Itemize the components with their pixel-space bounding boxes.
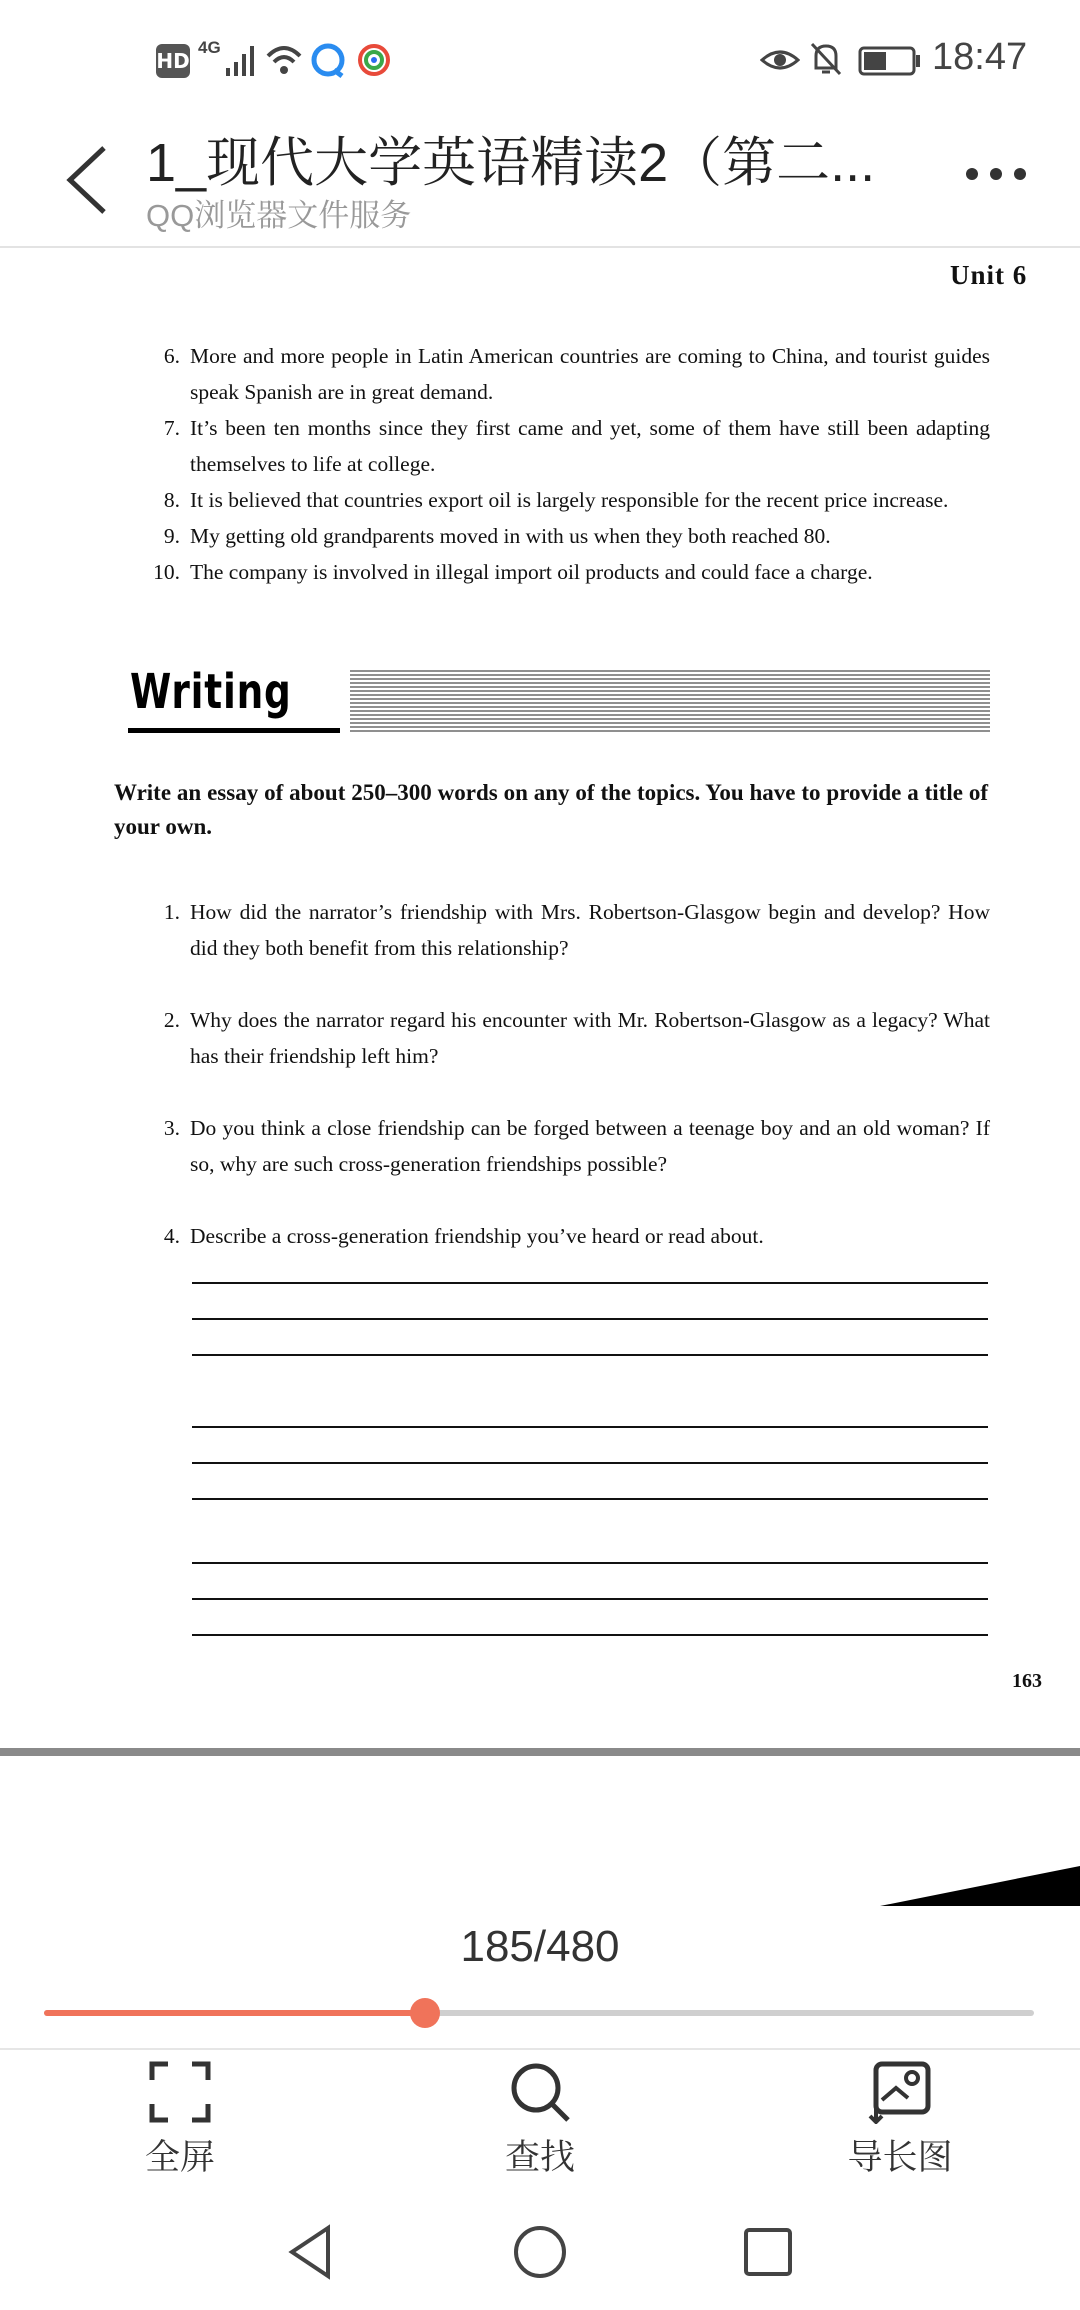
mute-icon: [808, 40, 844, 78]
search-icon: [508, 2060, 572, 2124]
exercise-item: [148, 410, 990, 482]
exercise-item: [148, 338, 990, 410]
search-button[interactable]: [440, 2060, 640, 2180]
page-number: 163: [1012, 1670, 1042, 1692]
qq-browser-icon: [310, 42, 346, 78]
more-options-icon[interactable]: [966, 168, 1026, 182]
topic-number: 4.: [163, 1224, 180, 1248]
unit-label: Unit 6: [950, 260, 1028, 290]
app-notification-icon: [356, 42, 392, 78]
back-icon[interactable]: [60, 140, 120, 220]
nav-recents-icon[interactable]: [738, 2222, 798, 2282]
eye-comfort-icon: [760, 44, 800, 76]
export-image-icon: [868, 2060, 932, 2124]
nav-home-icon[interactable]: [510, 2222, 570, 2282]
topic-item: [148, 1218, 990, 1254]
exercise-text: It’s been ten months since they first came and yet, some of them have still been adapting themselves to life at college.: [190, 416, 990, 476]
topic-text: Describe a cross-generation friendship you’ve heard or read about.: [190, 1224, 764, 1248]
signal-icon: [224, 44, 258, 78]
network-type: 4G: [198, 38, 221, 57]
battery-icon: [858, 46, 922, 76]
page-slider-thumb[interactable]: [410, 1998, 440, 2028]
export-image-label: 导长图: [847, 2138, 953, 2177]
answer-line: [192, 1282, 988, 1284]
exercise-number: 6.: [163, 344, 180, 368]
exercise-text: It is believed that countries export oil is largely responsible for the recent price increase.: [190, 488, 949, 512]
answer-line: [192, 1426, 988, 1428]
heading-underline: [128, 728, 340, 733]
nav-back-icon[interactable]: [282, 2222, 342, 2282]
topic-text: Do you think a close friendship can be forged between a teenage boy and an old woman? If so, why are such cross-generation friendships possible?: [190, 1116, 990, 1176]
section-heading-text: Writing: [130, 664, 292, 720]
exercise-number: 7.: [163, 416, 180, 440]
exercise-text: My getting old grandparents moved in with us when they both reached 80.: [190, 524, 831, 548]
heading-decoration: [350, 670, 990, 732]
answer-line: [192, 1318, 988, 1320]
document-title: 1_现代大学英语精读2（第二...: [146, 133, 876, 193]
topic-number: 1.: [163, 900, 180, 924]
exercise-text: The company is involved in illegal import oil products and could face a charge.: [190, 560, 873, 584]
export-long-image-button[interactable]: [800, 2060, 1000, 2180]
exercise-item: [148, 482, 990, 518]
answer-line: [192, 1354, 988, 1356]
topic-item: [148, 1002, 990, 1074]
exercise-text: More and more people in Latin American countries are coming to China, and tourist guides speak Spanish are in great demand.: [190, 344, 990, 404]
hd-badge: HD: [156, 44, 190, 78]
exercise-item: [148, 554, 990, 590]
writing-section-heading: [110, 660, 990, 740]
answer-line: [192, 1462, 988, 1464]
fullscreen-icon: [148, 2060, 212, 2124]
search-label: 查找: [504, 2138, 575, 2177]
answer-line: [192, 1498, 988, 1500]
exercise-number: 10.: [153, 560, 180, 584]
wifi-icon: [264, 42, 304, 78]
topic-item: [148, 894, 990, 966]
document-source: QQ浏览器文件服务: [146, 198, 412, 233]
fullscreen-label: 全屏: [144, 2138, 215, 2177]
page-divider: [0, 1748, 1080, 1756]
exercise-number: 9.: [163, 524, 180, 548]
answer-line: [192, 1562, 988, 1564]
writing-instruction: Write an essay of about 250–300 words on any of the topics. You have to provide a title of your own.: [114, 780, 988, 839]
status-bar: [0, 0, 1080, 120]
exercise-number: 8.: [163, 488, 180, 512]
topic-text: How did the narrator’s friendship with Mrs. Robertson-Glasgow begin and develop? How did they both benefit from this relationship?: [190, 900, 990, 960]
topic-item: [148, 1110, 990, 1182]
topic-number: 2.: [163, 1008, 180, 1032]
fullscreen-button[interactable]: [80, 2060, 280, 2180]
exercise-item: [148, 518, 990, 554]
topic-number: 3.: [163, 1116, 180, 1140]
answer-line: [192, 1634, 988, 1636]
page-slider-fill: [44, 2010, 425, 2016]
answer-line: [192, 1598, 988, 1600]
page-progress-label: 185/480: [460, 1922, 620, 1971]
topic-text: Why does the narrator regard his encounter with Mr. Robertson-Glasgow as a legacy? What has their friendship left him?: [190, 1008, 990, 1068]
clock: 18:47: [932, 36, 1028, 78]
